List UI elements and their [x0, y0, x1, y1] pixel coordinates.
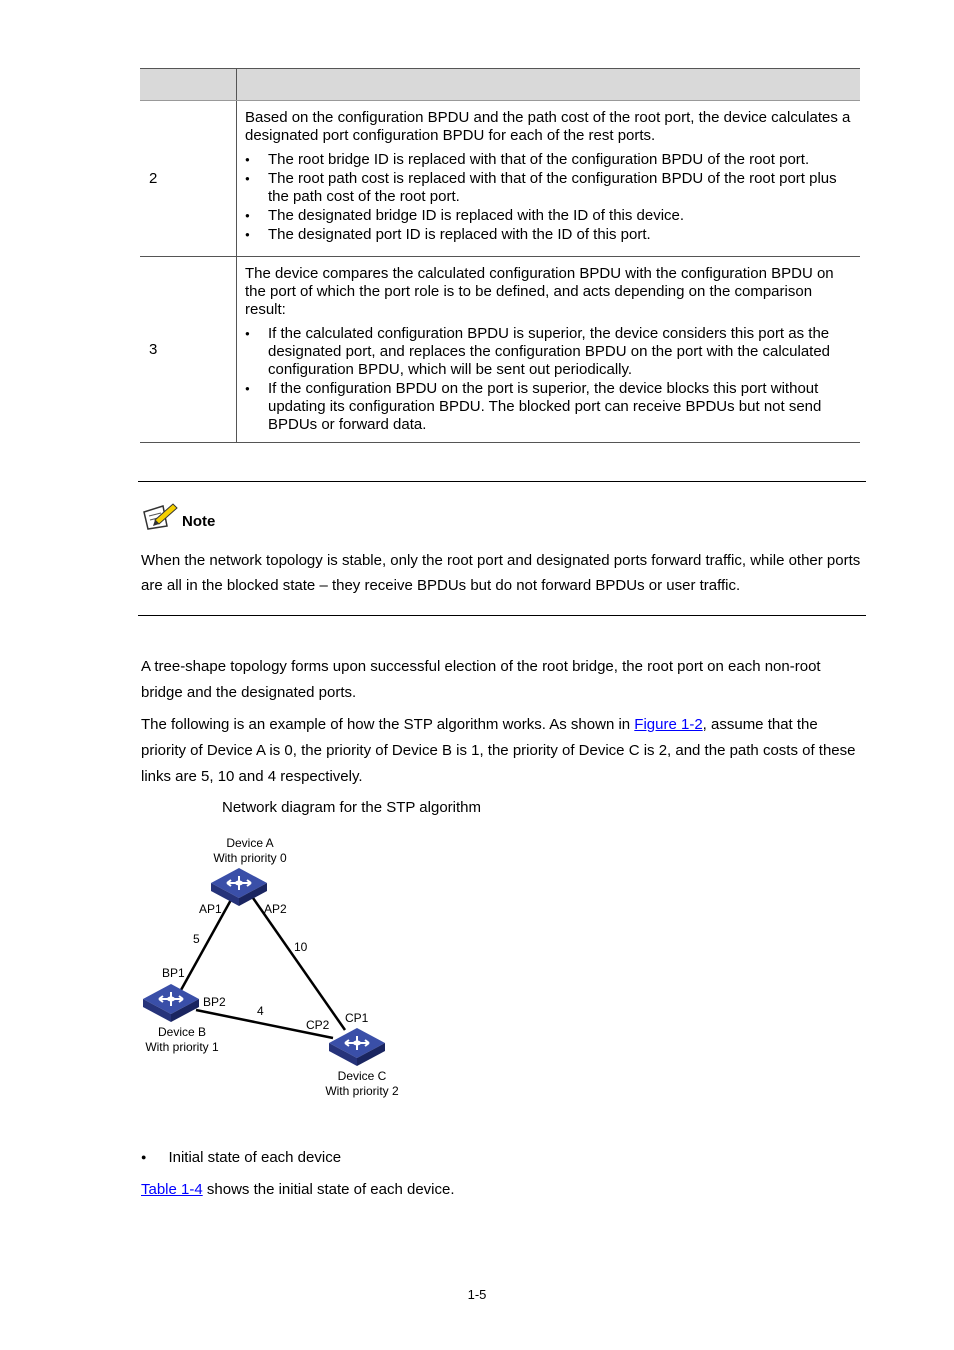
step-description: Based on the configuration BPDU and the path cost of the root port, the device calculates a designated port configuration BPDU for each of the rest ports. [245, 109, 851, 144]
port-label: CP1 [345, 1011, 369, 1025]
cost-label: 5 [193, 932, 200, 946]
list-item: ● If the calculated configuration BPDU is superior, the device considers this port as the designated port, and replaces the configuration BPDU on the port with the calculated configuration BPDU, which will be sent out periodically. [245, 325, 852, 379]
switch-a-icon [211, 868, 267, 906]
paragraph: The following is an example of how the STP algorithm works. As shown in Figure 1-2, assume that the priority of Device A is 0, the priority of Device B is 1, the priority of Device C is 2, and the path costs of these links are 5, 10 and 4 respectively. [141, 716, 856, 785]
port-label: AP2 [264, 902, 287, 916]
port-label: BP2 [203, 995, 226, 1009]
note-text: When the network topology is stable, only the root port and designated ports forward traffic, while other ports are all in the blocked state – they receive BPDUs but do not forward BPDUs or user traffic. [141, 552, 861, 594]
list-item: ● If the configuration BPDU on the port is superior, the device blocks this port without updating its configuration BPDU. The blocked port can receive BPDUs but not send BPDUs or forward data. [245, 380, 852, 434]
figure-caption: Network diagram for the STP algorithm [222, 799, 481, 816]
port-label: AP1 [199, 902, 222, 916]
port-label: CP2 [306, 1018, 330, 1032]
link-a-c [253, 898, 345, 1030]
list-item: ● The designated port ID is replaced with the ID of this port. [245, 226, 852, 244]
list-item: ● The designated bridge ID is replaced with the ID of this device. [245, 207, 852, 225]
paragraph: A tree-shape topology forms upon successful election of the root bridge, the root port on each non-root bridge and the designated ports. [141, 658, 821, 701]
step-description: The device compares the calculated configuration BPDU with the configuration BPDU on the port of which the port role is to be defined, and acts depending on the comparison result: [245, 265, 834, 318]
list-item: ● The root path cost is replaced with that of the configuration BPDU of the root port plus the path cost of the root port. [245, 170, 852, 206]
note-title: Note [182, 513, 216, 530]
port-label: BP1 [162, 966, 185, 980]
switch-c-icon [329, 1028, 385, 1066]
cost-label: 4 [257, 1004, 264, 1018]
paragraph: Table 1-4 shows the initial state of each device. [141, 1181, 455, 1198]
device-a-label: Device A With priority 0 [213, 836, 287, 865]
step-number: 2 [140, 101, 237, 257]
cost-label: 10 [294, 940, 308, 954]
table-link[interactable]: Table 1-4 [141, 1181, 203, 1198]
bullet-item: ● Initial state of each device [141, 1149, 342, 1166]
list-item: ● The root bridge ID is replaced with that of the configuration BPDU of the root port. [245, 151, 852, 169]
switch-b-icon [143, 984, 199, 1022]
step-number: 3 [140, 257, 237, 443]
figure-link[interactable]: Figure 1-2 [634, 716, 703, 733]
page-number: 1-5 [467, 1287, 487, 1302]
device-b-label: Device B With priority 1 [145, 1025, 219, 1054]
device-c-label: Device C With priority 2 [325, 1069, 399, 1098]
